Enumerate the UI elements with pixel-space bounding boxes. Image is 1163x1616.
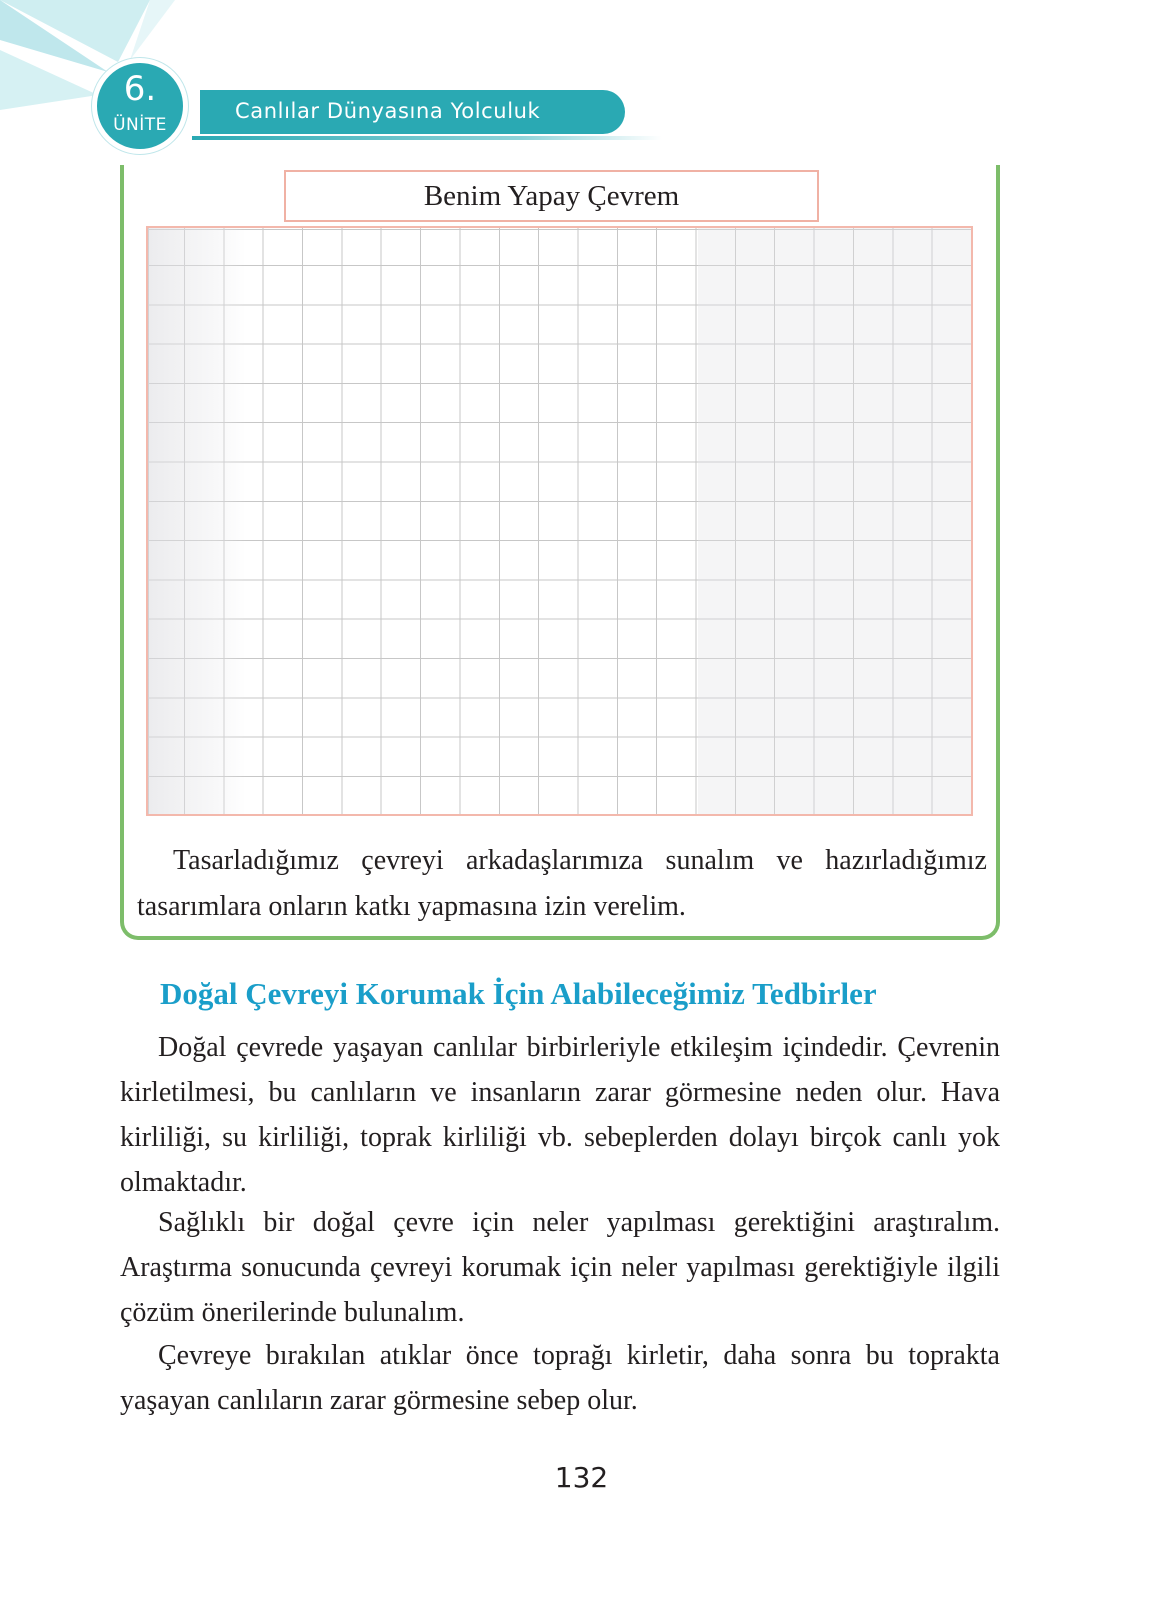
unit-badge (92, 58, 188, 154)
unit-title: Canlılar Dünyasına Yolculuk (235, 99, 541, 123)
unit-title-underline (192, 136, 662, 140)
activity-title: Benim Yapay Çevrem (284, 170, 819, 222)
activity-instruction-text: Tasarladığımız çevreyi arkadaşlarımıza sunalım ve hazırladığımız tasarımlara onların katkı yapmasına izin verelim. (137, 845, 987, 922)
unit-label: ÜNİTE (113, 115, 167, 135)
unit-number: 6. (123, 69, 157, 109)
section-heading: Doğal Çevreyi Korumak İçin Alabileceğimiz Tedbirler (160, 976, 877, 1011)
grid-shade-left (148, 228, 246, 814)
paragraph-3: Çevreye bırakılan atıklar önce toprağı kirletir, daha sonra bu toprakta yaşayan canlıların zarar görmesine sebep olur. (120, 1340, 1000, 1416)
grid-shade-right (698, 228, 971, 814)
paragraph-1: Doğal çevrede yaşayan canlılar birbirleriyle etkileşim içindedir. Çevrenin kirletilmesi, bu canlıların ve insanların zarar görmesine neden olur. Hava kirliliği, su kirliliği, toprak kirliliği vb. sebeplerden dolayı birçok canlı yok olmaktadır. (120, 1032, 1000, 1198)
activity-instruction (137, 838, 987, 930)
page-number: 132 (554, 1461, 609, 1494)
paragraph-2: Sağlıklı bir doğal çevre için neler yapılması gerektiğini araştıralım. Araştırma sonucunda çevreyi korumak için neler yapılması gerektiğiyle ilgili çözüm önerilerinde bulunalım. (120, 1207, 1000, 1328)
